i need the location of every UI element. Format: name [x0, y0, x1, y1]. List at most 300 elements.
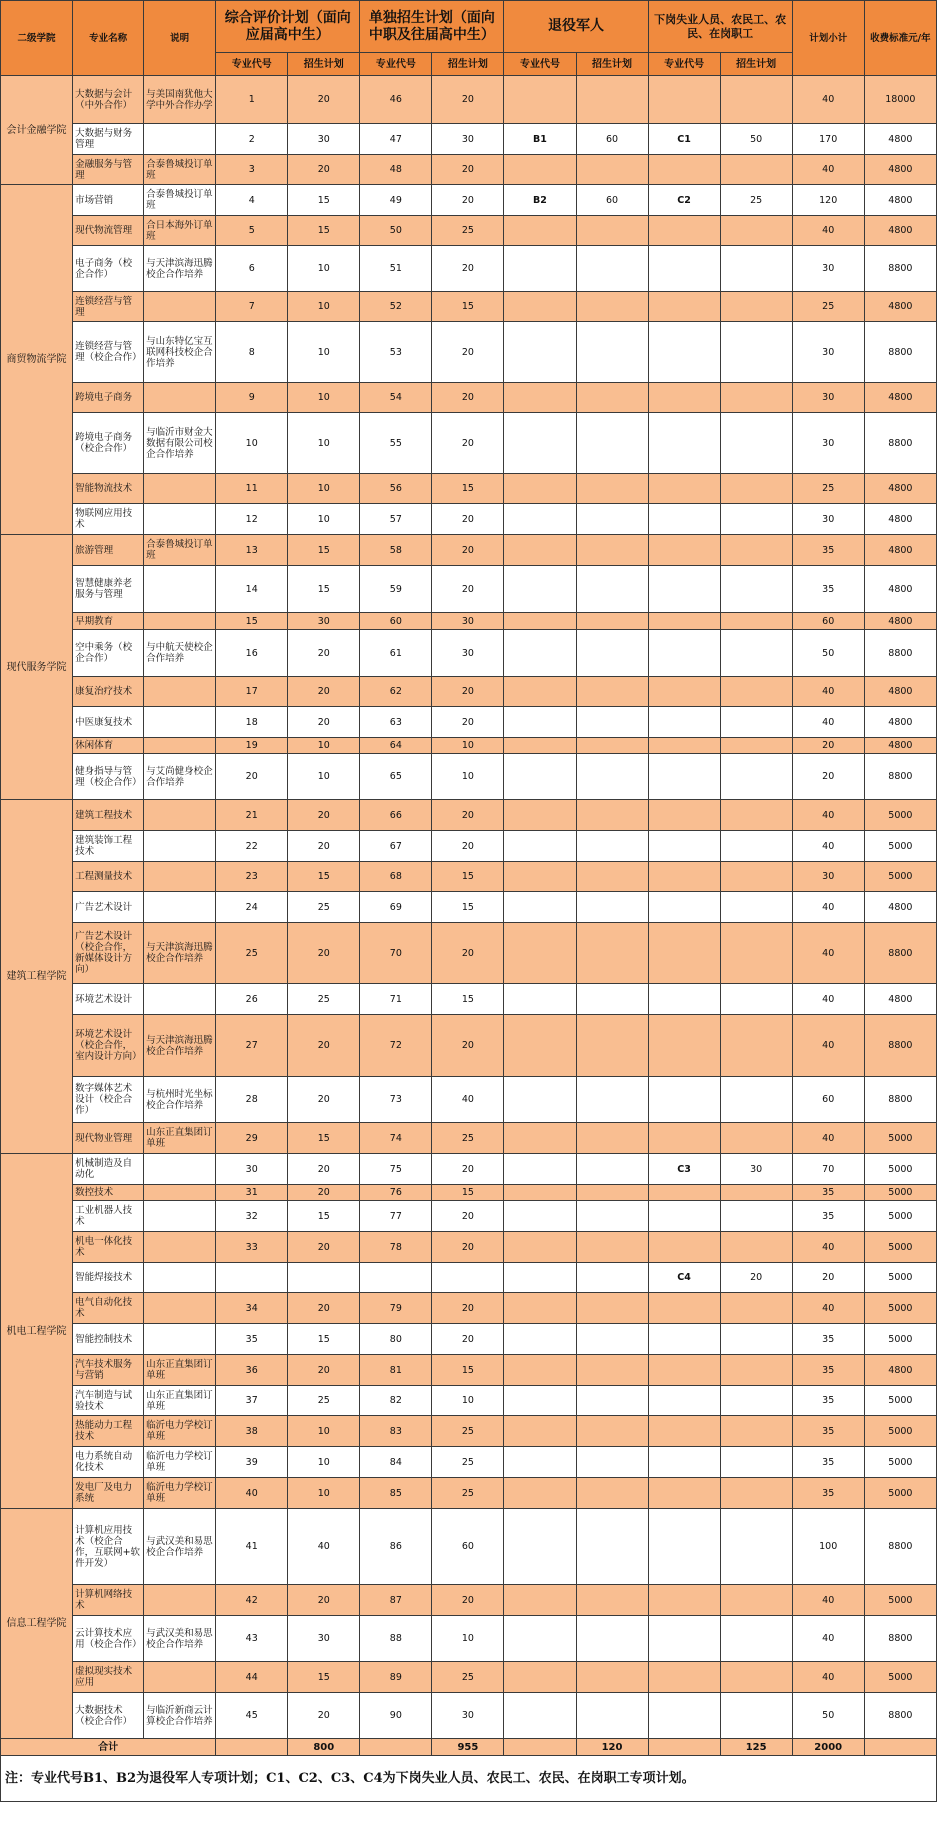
separate-code — [360, 1263, 432, 1293]
veterans-code — [504, 1077, 576, 1123]
veterans-plan — [576, 504, 648, 535]
major-note — [144, 383, 216, 413]
total-separate: 955 — [432, 1739, 504, 1756]
veterans-code — [504, 892, 576, 923]
comprehensive-code: 33 — [216, 1232, 288, 1263]
veterans-plan — [576, 754, 648, 800]
major-note — [144, 892, 216, 923]
laid-off-code — [648, 322, 720, 383]
major-name: 环境艺术设计（校企合作，室内设计方向） — [73, 1015, 144, 1077]
comprehensive-code: 42 — [216, 1585, 288, 1616]
comprehensive-plan: 15 — [288, 185, 360, 216]
separate-code: 46 — [360, 76, 432, 124]
comprehensive-plan: 20 — [288, 76, 360, 124]
plan-subtotal: 40 — [792, 216, 864, 246]
separate-code: 62 — [360, 677, 432, 707]
comprehensive-code: 45 — [216, 1693, 288, 1739]
veterans-code — [504, 1585, 576, 1616]
veterans-code — [504, 923, 576, 984]
total-empty — [360, 1739, 432, 1756]
comprehensive-plan: 20 — [288, 1185, 360, 1201]
separate-code: 68 — [360, 862, 432, 892]
major-name: 虚拟现实技术应用 — [73, 1662, 144, 1693]
major-note: 与天津滨海迅腾校企合作培养 — [144, 1015, 216, 1077]
laid-off-code: C4 — [648, 1263, 720, 1293]
fee-standard: 4800 — [864, 155, 936, 185]
laid-off-code — [648, 862, 720, 892]
comprehensive-plan — [288, 1263, 360, 1293]
fee-standard: 8800 — [864, 754, 936, 800]
separate-code: 60 — [360, 613, 432, 630]
major-note: 合日本海外订单班 — [144, 216, 216, 246]
separate-code: 61 — [360, 630, 432, 677]
veterans-plan — [576, 566, 648, 613]
separate-plan: 20 — [432, 185, 504, 216]
fee-standard: 5000 — [864, 1263, 936, 1293]
laid-off-code — [648, 1355, 720, 1386]
college-name: 机电工程学院 — [1, 1154, 73, 1509]
major-note — [144, 707, 216, 738]
separate-plan: 25 — [432, 216, 504, 246]
total-subtotal: 2000 — [792, 1739, 864, 1756]
veterans-plan — [576, 76, 648, 124]
fee-standard: 8800 — [864, 1693, 936, 1739]
table-row — [1, 1077, 937, 1123]
separate-plan: 25 — [432, 1447, 504, 1478]
plan-subtotal: 70 — [792, 1154, 864, 1185]
comprehensive-code: 17 — [216, 677, 288, 707]
major-name: 早期教育 — [73, 613, 144, 630]
table-row — [1, 216, 937, 246]
comprehensive-code: 44 — [216, 1662, 288, 1693]
plan-subtotal: 40 — [792, 831, 864, 862]
separate-plan: 20 — [432, 322, 504, 383]
comprehensive-code: 16 — [216, 630, 288, 677]
plan-subtotal: 60 — [792, 613, 864, 630]
college-name: 会计金融学院 — [1, 76, 73, 185]
major-note: 与天津滨海迅腾校企合作培养 — [144, 246, 216, 292]
separate-code: 83 — [360, 1416, 432, 1447]
total-label: 合计 — [1, 1739, 216, 1756]
laid-off-plan — [720, 322, 792, 383]
veterans-plan: 60 — [576, 185, 648, 216]
separate-plan: 20 — [432, 535, 504, 566]
laid-off-code — [648, 1585, 720, 1616]
major-note: 与武汉美和易思校企合作培养 — [144, 1509, 216, 1585]
laid-off-code: C2 — [648, 185, 720, 216]
plan-subtotal: 40 — [792, 155, 864, 185]
separate-code: 88 — [360, 1616, 432, 1662]
plan-subtotal: 40 — [792, 923, 864, 984]
laid-off-code — [648, 677, 720, 707]
table-row — [1, 1386, 937, 1416]
veterans-code — [504, 738, 576, 754]
major-note — [144, 1154, 216, 1185]
comprehensive-plan: 10 — [288, 504, 360, 535]
separate-code: 70 — [360, 923, 432, 984]
veterans-code — [504, 322, 576, 383]
veterans-code: B1 — [504, 124, 576, 155]
veterans-code — [504, 613, 576, 630]
comprehensive-code: 25 — [216, 923, 288, 984]
veterans-code — [504, 754, 576, 800]
separate-plan: 20 — [432, 413, 504, 474]
plan-subtotal: 40 — [792, 76, 864, 124]
veterans-plan — [576, 1201, 648, 1232]
veterans-code — [504, 1293, 576, 1324]
major-name: 市场营销 — [73, 185, 144, 216]
veterans-code — [504, 630, 576, 677]
separate-code: 66 — [360, 800, 432, 831]
separate-plan: 10 — [432, 1616, 504, 1662]
separate-code: 52 — [360, 292, 432, 322]
veterans-plan — [576, 1478, 648, 1509]
laid-off-plan — [720, 754, 792, 800]
plan-subtotal: 50 — [792, 1693, 864, 1739]
major-name: 物联网应用技术 — [73, 504, 144, 535]
comprehensive-plan: 20 — [288, 1585, 360, 1616]
plan-subtotal: 30 — [792, 246, 864, 292]
laid-off-plan — [720, 1416, 792, 1447]
table-row — [1, 535, 937, 566]
fee-standard: 5000 — [864, 831, 936, 862]
table-row — [1, 1693, 937, 1739]
comprehensive-code: 34 — [216, 1293, 288, 1324]
laid-off-code — [648, 630, 720, 677]
comprehensive-code: 2 — [216, 124, 288, 155]
major-note: 与美国南犹他大学中外合作办学 — [144, 76, 216, 124]
fee-standard: 4800 — [864, 984, 936, 1015]
major-name: 现代物业管理 — [73, 1123, 144, 1154]
plan-subtotal: 60 — [792, 1077, 864, 1123]
plan-subtotal: 35 — [792, 1355, 864, 1386]
plan-subtotal: 50 — [792, 630, 864, 677]
laid-off-plan — [720, 984, 792, 1015]
major-name: 建筑装饰工程技术 — [73, 831, 144, 862]
laid-off-code — [648, 1293, 720, 1324]
major-note: 山东正直集团订单班 — [144, 1123, 216, 1154]
table-row — [1, 1232, 937, 1263]
veterans-plan — [576, 1154, 648, 1185]
comprehensive-code: 23 — [216, 862, 288, 892]
comprehensive-code: 19 — [216, 738, 288, 754]
laid-off-code: C1 — [648, 124, 720, 155]
laid-off-code — [648, 1077, 720, 1123]
comprehensive-plan: 20 — [288, 1154, 360, 1185]
major-note: 与临沂新商云计算校企合作培养 — [144, 1693, 216, 1739]
laid-off-code — [648, 892, 720, 923]
comprehensive-plan: 20 — [288, 1232, 360, 1263]
fee-standard: 5000 — [864, 1232, 936, 1263]
major-note — [144, 1232, 216, 1263]
plan-subtotal: 40 — [792, 1123, 864, 1154]
laid-off-code — [648, 923, 720, 984]
separate-code: 84 — [360, 1447, 432, 1478]
plan-subtotal: 40 — [792, 892, 864, 923]
major-name: 工业机器人技术 — [73, 1201, 144, 1232]
separate-code: 65 — [360, 754, 432, 800]
comprehensive-plan: 10 — [288, 474, 360, 504]
separate-plan: 20 — [432, 1585, 504, 1616]
separate-code: 71 — [360, 984, 432, 1015]
separate-code: 53 — [360, 322, 432, 383]
table-row — [1, 754, 937, 800]
major-name: 汽车技术服务与营销 — [73, 1355, 144, 1386]
comprehensive-plan: 10 — [288, 322, 360, 383]
major-name: 电力系统自动化技术 — [73, 1447, 144, 1478]
laid-off-code — [648, 1693, 720, 1739]
veterans-plan — [576, 707, 648, 738]
laid-off-plan — [720, 1662, 792, 1693]
plan-subtotal: 35 — [792, 1324, 864, 1355]
major-name: 连锁经营与管理 — [73, 292, 144, 322]
table-row — [1, 566, 937, 613]
comprehensive-code: 28 — [216, 1077, 288, 1123]
comprehensive-plan: 15 — [288, 216, 360, 246]
table-row — [1, 1185, 937, 1201]
table-row — [1, 800, 937, 831]
laid-off-code — [648, 246, 720, 292]
plan-subtotal: 100 — [792, 1509, 864, 1585]
major-note — [144, 1324, 216, 1355]
comprehensive-code: 6 — [216, 246, 288, 292]
fee-standard: 5000 — [864, 1123, 936, 1154]
plan-subtotal: 25 — [792, 292, 864, 322]
laid-off-plan — [720, 76, 792, 124]
laid-off-plan: 25 — [720, 185, 792, 216]
table-row — [1, 1509, 937, 1585]
veterans-code — [504, 474, 576, 504]
veterans-code — [504, 1386, 576, 1416]
separate-code: 64 — [360, 738, 432, 754]
comprehensive-plan: 30 — [288, 124, 360, 155]
veterans-plan — [576, 155, 648, 185]
separate-plan: 30 — [432, 1693, 504, 1739]
veterans-plan — [576, 892, 648, 923]
table-row — [1, 292, 937, 322]
fee-standard: 8800 — [864, 322, 936, 383]
table-row — [1, 892, 937, 923]
footnote: 注：专业代号B1、B2为退役军人专项计划；C1、C2、C3、C4为下岗失业人员、农民工、农民、在岗职工专项计划。 — [1, 1756, 937, 1802]
plan-subtotal: 35 — [792, 1386, 864, 1416]
table-row — [1, 322, 937, 383]
veterans-code — [504, 831, 576, 862]
laid-off-plan — [720, 413, 792, 474]
laid-off-code — [648, 1123, 720, 1154]
veterans-plan — [576, 322, 648, 383]
fee-standard: 4800 — [864, 185, 936, 216]
separate-plan: 20 — [432, 1232, 504, 1263]
veterans-code — [504, 1509, 576, 1585]
comprehensive-plan: 10 — [288, 1416, 360, 1447]
comprehensive-code: 21 — [216, 800, 288, 831]
comprehensive-plan: 40 — [288, 1509, 360, 1585]
college-name: 现代服务学院 — [1, 535, 73, 800]
major-note: 与中航天使校企合作培养 — [144, 630, 216, 677]
table-row — [1, 413, 937, 474]
major-name: 工程测量技术 — [73, 862, 144, 892]
major-name: 数控技术 — [73, 1185, 144, 1201]
major-note: 与艾尚健身校企合作培养 — [144, 754, 216, 800]
laid-off-plan — [720, 1015, 792, 1077]
major-name: 连锁经营与管理（校企合作） — [73, 322, 144, 383]
laid-off-plan — [720, 1616, 792, 1662]
major-name: 发电厂及电力系统 — [73, 1478, 144, 1509]
plan-subtotal: 120 — [792, 185, 864, 216]
comprehensive-plan: 20 — [288, 800, 360, 831]
header-code: 专业代号 — [360, 53, 432, 76]
comprehensive-code: 29 — [216, 1123, 288, 1154]
separate-plan: 25 — [432, 1123, 504, 1154]
comprehensive-code: 39 — [216, 1447, 288, 1478]
comprehensive-code: 41 — [216, 1509, 288, 1585]
comprehensive-plan: 20 — [288, 677, 360, 707]
veterans-code — [504, 1447, 576, 1478]
fee-standard: 8800 — [864, 1077, 936, 1123]
comprehensive-code: 18 — [216, 707, 288, 738]
fee-standard: 5000 — [864, 1478, 936, 1509]
veterans-code — [504, 1123, 576, 1154]
separate-plan: 15 — [432, 474, 504, 504]
comprehensive-code: 37 — [216, 1386, 288, 1416]
major-note: 临沂电力学校订单班 — [144, 1478, 216, 1509]
laid-off-plan — [720, 1386, 792, 1416]
laid-off-code — [648, 613, 720, 630]
laid-off-code — [648, 1386, 720, 1416]
laid-off-code — [648, 413, 720, 474]
fee-standard: 5000 — [864, 1416, 936, 1447]
header-plan: 招生计划 — [720, 53, 792, 76]
separate-code: 77 — [360, 1201, 432, 1232]
veterans-plan — [576, 923, 648, 984]
comprehensive-code: 38 — [216, 1416, 288, 1447]
table-row — [1, 677, 937, 707]
separate-plan: 20 — [432, 1015, 504, 1077]
veterans-plan — [576, 1509, 648, 1585]
major-name: 计算机应用技术（校企合作，互联网+软件开发） — [73, 1509, 144, 1585]
laid-off-code — [648, 738, 720, 754]
veterans-plan — [576, 831, 648, 862]
veterans-code — [504, 1232, 576, 1263]
header-comprehensive: 综合评价计划（面向应届高中生） — [216, 1, 360, 53]
fee-standard: 4800 — [864, 216, 936, 246]
laid-off-plan: 50 — [720, 124, 792, 155]
veterans-plan — [576, 216, 648, 246]
laid-off-plan — [720, 292, 792, 322]
major-note — [144, 800, 216, 831]
separate-code: 87 — [360, 1585, 432, 1616]
header-separate: 单独招生计划（面向中职及往届高中生） — [360, 1, 504, 53]
laid-off-plan — [720, 800, 792, 831]
major-note — [144, 862, 216, 892]
plan-subtotal: 35 — [792, 535, 864, 566]
major-name: 大数据与财务管理 — [73, 124, 144, 155]
fee-standard: 4800 — [864, 504, 936, 535]
laid-off-plan — [720, 535, 792, 566]
table-row — [1, 1616, 937, 1662]
laid-off-code — [648, 1416, 720, 1447]
laid-off-plan — [720, 738, 792, 754]
college-name: 建筑工程学院 — [1, 800, 73, 1154]
major-note: 山东正直集团订单班 — [144, 1355, 216, 1386]
major-name: 跨境电子商务 — [73, 383, 144, 413]
header-note: 说明 — [144, 1, 216, 76]
comprehensive-code: 36 — [216, 1355, 288, 1386]
fee-standard: 18000 — [864, 76, 936, 124]
table-row — [1, 76, 937, 124]
veterans-code — [504, 800, 576, 831]
veterans-plan — [576, 413, 648, 474]
major-name: 机电一体化技术 — [73, 1232, 144, 1263]
laid-off-code — [648, 1616, 720, 1662]
major-note: 合泰鲁城投订单班 — [144, 185, 216, 216]
veterans-code — [504, 216, 576, 246]
veterans-plan — [576, 1324, 648, 1355]
major-name: 汽车制造与试验技术 — [73, 1386, 144, 1416]
major-note: 临沂电力学校订单班 — [144, 1416, 216, 1447]
table-row — [1, 862, 937, 892]
table-row — [1, 1123, 937, 1154]
veterans-plan — [576, 383, 648, 413]
separate-plan: 15 — [432, 984, 504, 1015]
fee-standard: 8800 — [864, 246, 936, 292]
separate-plan: 20 — [432, 504, 504, 535]
veterans-code — [504, 1154, 576, 1185]
major-name: 环境艺术设计 — [73, 984, 144, 1015]
major-note: 合泰鲁城投订单班 — [144, 155, 216, 185]
separate-plan: 20 — [432, 923, 504, 984]
veterans-code — [504, 1693, 576, 1739]
laid-off-code: C3 — [648, 1154, 720, 1185]
laid-off-plan — [720, 1585, 792, 1616]
fee-standard: 4800 — [864, 892, 936, 923]
fee-standard: 4800 — [864, 535, 936, 566]
table-row — [1, 1478, 937, 1509]
comprehensive-plan: 30 — [288, 1616, 360, 1662]
laid-off-plan — [720, 1232, 792, 1263]
comprehensive-code: 3 — [216, 155, 288, 185]
veterans-plan — [576, 677, 648, 707]
plan-subtotal: 35 — [792, 1447, 864, 1478]
table-row — [1, 738, 937, 754]
major-name: 广告艺术设计 — [73, 892, 144, 923]
fee-standard: 5000 — [864, 1585, 936, 1616]
comprehensive-plan: 15 — [288, 1201, 360, 1232]
veterans-plan — [576, 292, 648, 322]
table-row — [1, 1154, 937, 1185]
comprehensive-code: 5 — [216, 216, 288, 246]
major-note — [144, 292, 216, 322]
comprehensive-plan: 15 — [288, 566, 360, 613]
veterans-plan — [576, 1185, 648, 1201]
laid-off-plan — [720, 1509, 792, 1585]
laid-off-plan — [720, 216, 792, 246]
laid-off-plan — [720, 677, 792, 707]
laid-off-plan: 20 — [720, 1263, 792, 1293]
table-row — [1, 1263, 937, 1293]
separate-code: 58 — [360, 535, 432, 566]
separate-plan: 30 — [432, 630, 504, 677]
major-note — [144, 124, 216, 155]
header-college: 二级学院 — [1, 1, 73, 76]
comprehensive-code: 31 — [216, 1185, 288, 1201]
separate-plan: 15 — [432, 1355, 504, 1386]
table-row — [1, 1015, 937, 1077]
fee-standard: 4800 — [864, 677, 936, 707]
fee-standard: 5000 — [864, 1201, 936, 1232]
comprehensive-code: 15 — [216, 613, 288, 630]
veterans-code — [504, 566, 576, 613]
